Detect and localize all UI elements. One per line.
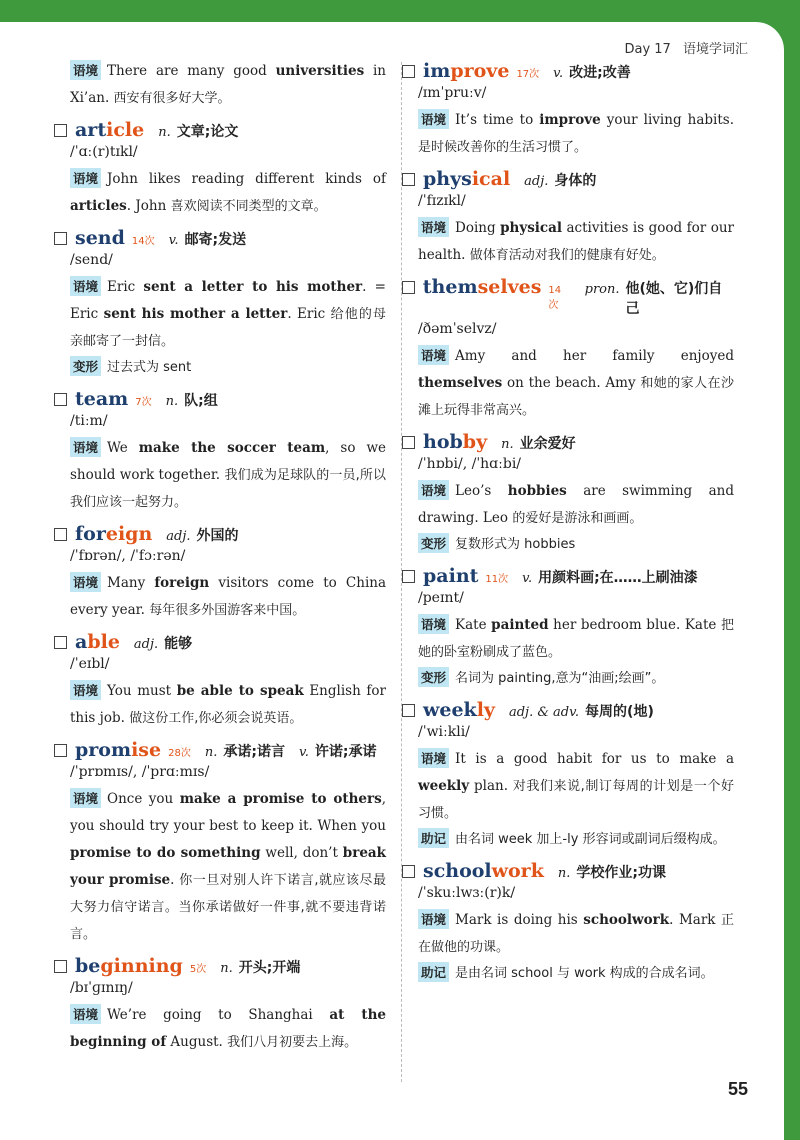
checkbox[interactable] (402, 865, 415, 878)
checkbox[interactable] (54, 960, 67, 973)
checkbox[interactable] (54, 744, 67, 757)
headword: schoolwork (423, 860, 544, 882)
entry-send: send 14次 v. 邮寄;发送 /send/ 语境 Eric sent a letter to his mother. = Eric sent his mother a letter. Eric 给他的母亲邮寄了一封信。 变形 过去式为 sent (70, 227, 386, 381)
entry-themselves: themselves 14次 pron. 他(她、它)们自己 /ðəmˈselvz/ 语境 Amy and her family enjoyed themselves on the beach. Amy 和她的家人在沙滩上玩得非常高兴。 (418, 276, 734, 424)
phonetic: /ˈskuːlwɜː(r)k/ (418, 885, 516, 901)
checkbox[interactable] (402, 704, 415, 717)
page-number: 55 (727, 1079, 748, 1099)
header-day: Day 17 (624, 42, 671, 57)
memo-tag: 助记 (418, 828, 449, 848)
phonetic: /tiːm/ (70, 413, 108, 429)
headword: themselves (422, 276, 542, 298)
phonetic: /bɪˈɡɪnɪŋ/ (70, 980, 133, 996)
phonetic: /ɪmˈpruːv/ (418, 85, 487, 101)
checkbox[interactable] (402, 281, 415, 294)
phonetic: /ˈprɒmɪs/, /ˈprɑːmɪs/ (70, 764, 210, 780)
phonetic: /ðəmˈselvz/ (418, 321, 497, 337)
checkbox[interactable] (402, 65, 415, 78)
headword: beginning (75, 955, 183, 977)
checkbox[interactable] (402, 173, 415, 186)
entry-paint: paint 11次 v. 用颜料画;在……上刷油漆 /peɪnt/ 语境 Kate painted her bedroom blue. Kate 把她的卧室粉刷成了蓝色。 变形 名词为 painting,意为“油画;绘画”。 (418, 565, 734, 692)
entry-physical: physical adj. 身体的 /ˈfɪzɪkl/ 语境 Doing physical activities is good for our health. 做体育活动对我们的健康有好处。 (418, 168, 734, 269)
headword: weekly (423, 699, 495, 721)
left-column (70, 58, 386, 1063)
headword: hobby (423, 431, 488, 453)
header-title: 语境学词汇 (682, 42, 748, 57)
form-tag: 变形 (70, 356, 101, 376)
entry-schoolwork: schoolwork n. 学校作业;功课 /ˈskuːlwɜː(r)k/ 语境 Mark is doing his schoolwork. Mark 正在做他的功课。 助记 是由名词 school 与 work 构成的合成名词。 (418, 860, 734, 987)
checkbox[interactable] (54, 232, 67, 245)
entry-weekly: weekly adj. & adv. 每周的(地) /ˈwiːkli/ 语境 It is a good habit for us to make a weekly plan. 对我们来说,制订每周的计划是一个好习惯。 助记 由名词 week 加上-ly 形容词或副词后缀构成。 (418, 699, 734, 853)
entry-foreign: foreign adj. 外国的 /ˈfɒrən/, /ˈfɔːrən/ 语境 Many foreign visitors come to China every year. 每年很多外国游客来中国。 (70, 523, 386, 624)
entry-top-example: 语境 There are many good universities in Xi’an. 西安有很多好大学。 (70, 58, 386, 112)
entry-team: team 7次 n. 队;组 /tiːm/ 语境 We make the soccer team, so we should work together. 我们成为足球队的一员,所以我们应该一起努力。 (70, 388, 386, 516)
phonetic: /ˈɑː(r)tɪkl/ (70, 144, 138, 160)
entry-article: article n. 文章;论文 /ˈɑː(r)tɪkl/ 语境 John likes reading different kinds of articles. John 喜欢阅读不同类型的文章。 (70, 119, 386, 220)
entry-beginning: beginning 5次 n. 开头;开端 /bɪˈɡɪnɪŋ/ 语境 We’re going to Shanghai at the beginning of August. 我们八月初要去上海。 (70, 955, 386, 1056)
checkbox[interactable] (402, 436, 415, 449)
checkbox[interactable] (402, 570, 415, 583)
headword: promise (75, 739, 162, 761)
entry-improve: improve 17次 v. 改进;改善 /ɪmˈpruːv/ 语境 It’s time to improve your living habits. 是时候改善你的生活习惯了。 (418, 60, 734, 161)
checkbox[interactable] (54, 124, 67, 137)
headword: foreign (75, 523, 153, 545)
page-header (616, 38, 748, 57)
headword: send (75, 227, 125, 249)
headword: able (75, 631, 120, 653)
checkbox[interactable] (54, 393, 67, 406)
headword: physical (423, 168, 511, 190)
headword: improve (423, 60, 510, 82)
entry-hobby: hobby n. 业余爱好 /ˈhɒbi/, /ˈhɑːbi/ 语境 Leo’s hobbies are swimming and drawing. Leo 的爱好是游泳和画画。 变形 复数形式为 hobbies (418, 431, 734, 558)
phonetic: /ˈfɪzɪkl/ (418, 193, 466, 209)
phonetic: /peɪnt/ (418, 590, 464, 606)
phonetic: /ˈeɪbl/ (70, 656, 110, 672)
entry-promise: promise 28次 n. 承诺;诺言 v. 许诺;承诺 /ˈprɒmɪs/, /ˈprɑːmɪs/ 语境 Once you make a promise to others, you should try your best to keep it. When you promise to do something well, don’t break your promise. 你一旦对别人许下诺言,就应该尽最大努力信守诺言。当你承诺做好一件事,就不要违背诺言。 (70, 739, 386, 948)
headword: article (75, 119, 145, 141)
phonetic: /ˈhɒbi/, /ˈhɑːbi/ (418, 456, 522, 472)
phonetic: /ˈwiːkli/ (418, 724, 470, 740)
context-tag: 语境 (70, 60, 101, 80)
headword: paint (423, 565, 479, 587)
headword: team (75, 388, 129, 410)
right-column (418, 58, 734, 994)
phonetic: /ˈfɒrən/, /ˈfɔːrən/ (70, 548, 186, 564)
checkbox[interactable] (54, 636, 67, 649)
checkbox[interactable] (54, 528, 67, 541)
phonetic: /send/ (70, 252, 113, 268)
entry-able: able adj. 能够 /ˈeɪbl/ 语境 You must be able to speak English for this job. 做这份工作,你必须会说英语。 (70, 631, 386, 732)
